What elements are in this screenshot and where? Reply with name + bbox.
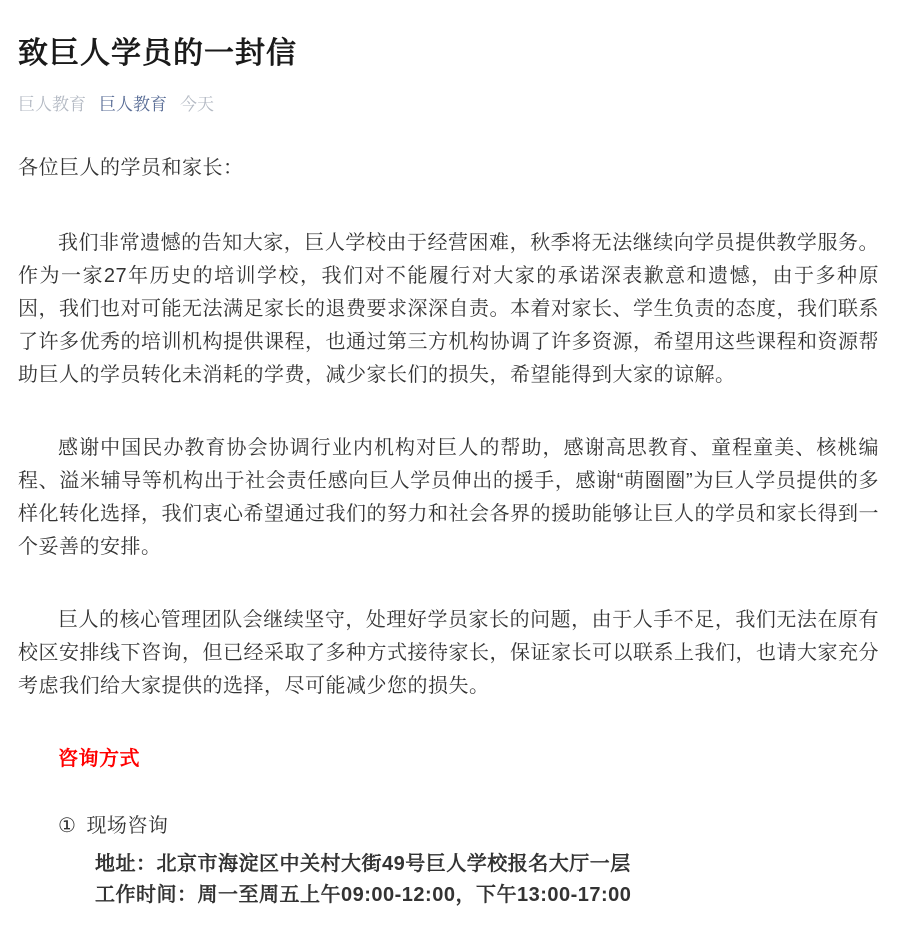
contact-item-onsite xyxy=(18,810,879,911)
account-link[interactable]: 巨人教育 xyxy=(99,95,167,114)
contact-item-title xyxy=(18,810,879,843)
article-body xyxy=(18,152,879,911)
contact-methods-heading: 咨询方式 xyxy=(58,748,140,770)
letter-paragraph-2: 感谢中国民办教育协会协调行业内机构对巨人的帮助，感谢高思教育、童程童美、核桃编程、溢米辅导等机构出于社会责任感向巨人学员伸出的援手，感谢“萌圈圈”为巨人学员提供的多样化转化选择，我们衷心希望通过我们的努力和社会各界的援助能够让巨人的学员和家长得到一个妥善的安排。 xyxy=(18,437,879,558)
article-byline xyxy=(18,93,879,117)
author-name: 巨人教育 xyxy=(18,95,86,114)
contact-item-title-text: 现场咨询 xyxy=(86,815,169,837)
publish-date: 今天 xyxy=(180,95,214,114)
contact-address-line: 地址：北京市海淀区中关村大街49号巨人学校报名大厅一层 xyxy=(95,853,631,875)
contact-item-index: ① xyxy=(58,815,77,837)
article-title: 致巨人学员的一封信 xyxy=(18,37,297,70)
letter-paragraph-3: 巨人的核心管理团队会继续坚守，处理好学员家长的问题，由于人手不足，我们无法在原有校区安排线下咨询，但已经采取了多种方式接待家长，保证家长可以联系上我们，也请大家充分考虑我们给大家提供的选择，尽可能减少您的损失。 xyxy=(18,609,879,697)
letter-paragraph-1: 我们非常遗憾的告知大家，巨人学校由于经营困难，秋季将无法继续向学员提供教学服务。作为一家27年历史的培训学校，我们对不能履行对大家的承诺深表歉意和遗憾，由于多种原因，我们也对可能无法满足家长的退费要求深深自责。本着对家长、学生负责的态度，我们联系了许多优秀的培训机构提供课程，也通过第三方机构协调了许多资源，希望用这些课程和资源帮助巨人的学员转化未消耗的学费，减少家长们的损失，希望能得到大家的谅解。 xyxy=(18,232,879,386)
salutation: 各位巨人的学员和家长： xyxy=(18,157,244,179)
contact-hours-line: 工作时间：周一至周五上午09:00-12:00，下午13:00-17:00 xyxy=(95,884,632,906)
